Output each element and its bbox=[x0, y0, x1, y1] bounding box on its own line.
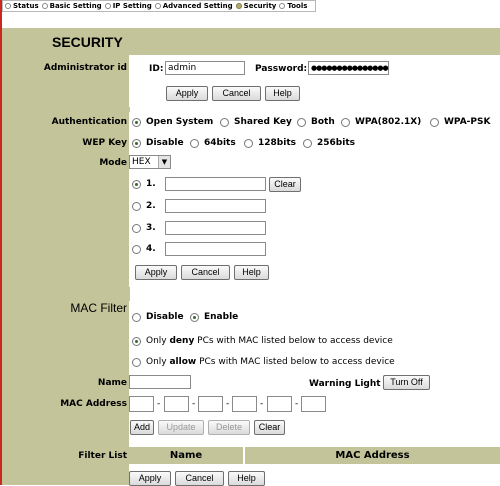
mode-select[interactable]: HEX ▼ bbox=[129, 155, 171, 169]
nav-security[interactable]: Security bbox=[236, 2, 277, 10]
id-label: ID: bbox=[149, 64, 164, 74]
turn-off-button[interactable]: Turn Off bbox=[383, 375, 430, 390]
mac-separator: - bbox=[226, 399, 230, 409]
filter-list-header-mac: MAC Address bbox=[245, 447, 500, 464]
wep-disable-radio[interactable] bbox=[132, 139, 141, 148]
mac-octet-4-input[interactable] bbox=[232, 396, 257, 412]
wep-option-label: Disable bbox=[146, 138, 184, 148]
page-title: SECURITY bbox=[52, 34, 123, 50]
mac-name-input[interactable] bbox=[129, 375, 191, 389]
radio-selected-icon bbox=[236, 3, 242, 9]
key-number: 1. bbox=[146, 179, 156, 189]
admin-label: Administrator id bbox=[43, 63, 127, 73]
policy-allow-label: Only allow PCs with MAC listed below to access device bbox=[146, 357, 395, 367]
wep-256bits-radio[interactable] bbox=[303, 139, 312, 148]
top-nav bbox=[2, 0, 316, 12]
admin-cancel-button[interactable]: Cancel bbox=[212, 86, 261, 101]
key1-input[interactable] bbox=[165, 177, 266, 191]
auth-wpa-psk-radio[interactable] bbox=[430, 118, 439, 127]
key4-radio[interactable] bbox=[132, 245, 141, 254]
key2-radio[interactable] bbox=[132, 202, 141, 211]
key3-input[interactable] bbox=[165, 221, 266, 235]
wep-128bits-radio[interactable] bbox=[244, 139, 253, 148]
header-band bbox=[129, 28, 500, 55]
mac-delete-button[interactable]: Delete bbox=[208, 420, 250, 435]
mac-octet-5-input[interactable] bbox=[267, 396, 292, 412]
admin-apply-button[interactable]: Apply bbox=[166, 86, 208, 101]
mac-filter-option-label: Disable bbox=[146, 312, 184, 322]
radio-icon bbox=[42, 3, 48, 9]
wep-64bits-radio[interactable] bbox=[190, 139, 199, 148]
mac-octet-2-input[interactable] bbox=[164, 396, 189, 412]
key2-input[interactable] bbox=[165, 199, 266, 213]
mac-octet-3-input[interactable] bbox=[198, 396, 223, 412]
auth-option-label: WPA(802.1X) bbox=[355, 117, 422, 127]
wep-option-label: 128bits bbox=[258, 138, 296, 148]
radio-icon bbox=[5, 3, 11, 9]
filter-list-label: Filter List bbox=[78, 451, 127, 461]
warning-light-label: Warning Light bbox=[309, 379, 381, 389]
key4-input[interactable] bbox=[165, 242, 266, 256]
key-number: 4. bbox=[146, 244, 156, 254]
policy-deny-label: Only deny PCs with MAC listed below to access device bbox=[146, 336, 393, 346]
name-label: Name bbox=[97, 378, 127, 388]
admin-help-button[interactable]: Help bbox=[265, 86, 300, 101]
password-label: Password: bbox=[255, 64, 308, 74]
auth-shared-key-radio[interactable] bbox=[220, 118, 229, 127]
key-number: 3. bbox=[146, 223, 156, 233]
key1-radio[interactable] bbox=[132, 180, 141, 189]
radio-icon bbox=[105, 3, 111, 9]
auth-option-label: Both bbox=[311, 117, 335, 127]
mac-separator: - bbox=[295, 399, 299, 409]
mac-add-button[interactable]: Add bbox=[130, 420, 154, 435]
wep-cancel-button[interactable]: Cancel bbox=[181, 265, 230, 280]
wep-option-label: 256bits bbox=[317, 138, 355, 148]
mac-filter-option-label: Enable bbox=[204, 312, 239, 322]
nav-ip-setting[interactable]: IP Setting bbox=[105, 2, 152, 10]
nav-tools[interactable]: Tools bbox=[279, 2, 307, 10]
mac-octet-1-input[interactable] bbox=[129, 396, 154, 412]
chevron-down-icon: ▼ bbox=[158, 156, 170, 168]
mac-clear-button[interactable]: Clear bbox=[254, 420, 285, 435]
nav-basic-setting[interactable]: Basic Setting bbox=[42, 2, 102, 10]
mac-address-label: MAC Address bbox=[60, 399, 127, 409]
mode-label: Mode bbox=[99, 158, 127, 168]
radio-icon bbox=[155, 3, 161, 9]
filter-apply-button[interactable]: Apply bbox=[129, 471, 171, 486]
nav-advanced-setting[interactable]: Advanced Setting bbox=[155, 2, 233, 10]
mac-separator: - bbox=[260, 399, 264, 409]
wep-help-button[interactable]: Help bbox=[234, 265, 269, 280]
mac-separator: - bbox=[157, 399, 161, 409]
label-column-background bbox=[2, 28, 130, 485]
mac-filter-enable-radio[interactable] bbox=[190, 313, 199, 322]
radio-icon bbox=[279, 3, 285, 9]
filter-list-header-name: Name bbox=[129, 447, 243, 464]
wep-apply-button[interactable]: Apply bbox=[135, 265, 177, 280]
wep-key-label: WEP Key bbox=[82, 138, 127, 148]
key1-clear-button[interactable]: Clear bbox=[269, 177, 301, 192]
auth-both-radio[interactable] bbox=[297, 118, 306, 127]
mac-filter-disable-radio[interactable] bbox=[132, 313, 141, 322]
admin-id-input[interactable]: admin bbox=[165, 61, 245, 75]
mac-octet-6-input[interactable] bbox=[301, 396, 326, 412]
key-number: 2. bbox=[146, 201, 156, 211]
auth-wpa-radio[interactable] bbox=[341, 118, 350, 127]
mac-separator: - bbox=[192, 399, 196, 409]
authentication-label: Authentication bbox=[51, 117, 127, 127]
policy-allow-radio[interactable] bbox=[132, 358, 141, 367]
auth-option-label: Shared Key bbox=[234, 117, 292, 127]
mac-filter-label: MAC Filter bbox=[70, 301, 127, 315]
filter-cancel-button[interactable]: Cancel bbox=[175, 471, 224, 486]
key3-radio[interactable] bbox=[132, 224, 141, 233]
policy-deny-radio[interactable] bbox=[132, 337, 141, 346]
filter-help-button[interactable]: Help bbox=[228, 471, 265, 486]
password-input[interactable]: ●●●●●●●●●●●●●●● bbox=[308, 61, 389, 75]
wep-option-label: 64bits bbox=[204, 138, 236, 148]
nav-status[interactable]: Status bbox=[5, 2, 39, 10]
auth-option-label: Open System bbox=[146, 117, 214, 127]
auth-open-system-radio[interactable] bbox=[132, 118, 141, 127]
mac-update-button[interactable]: Update bbox=[158, 420, 204, 435]
auth-option-label: WPA-PSK bbox=[444, 117, 491, 127]
